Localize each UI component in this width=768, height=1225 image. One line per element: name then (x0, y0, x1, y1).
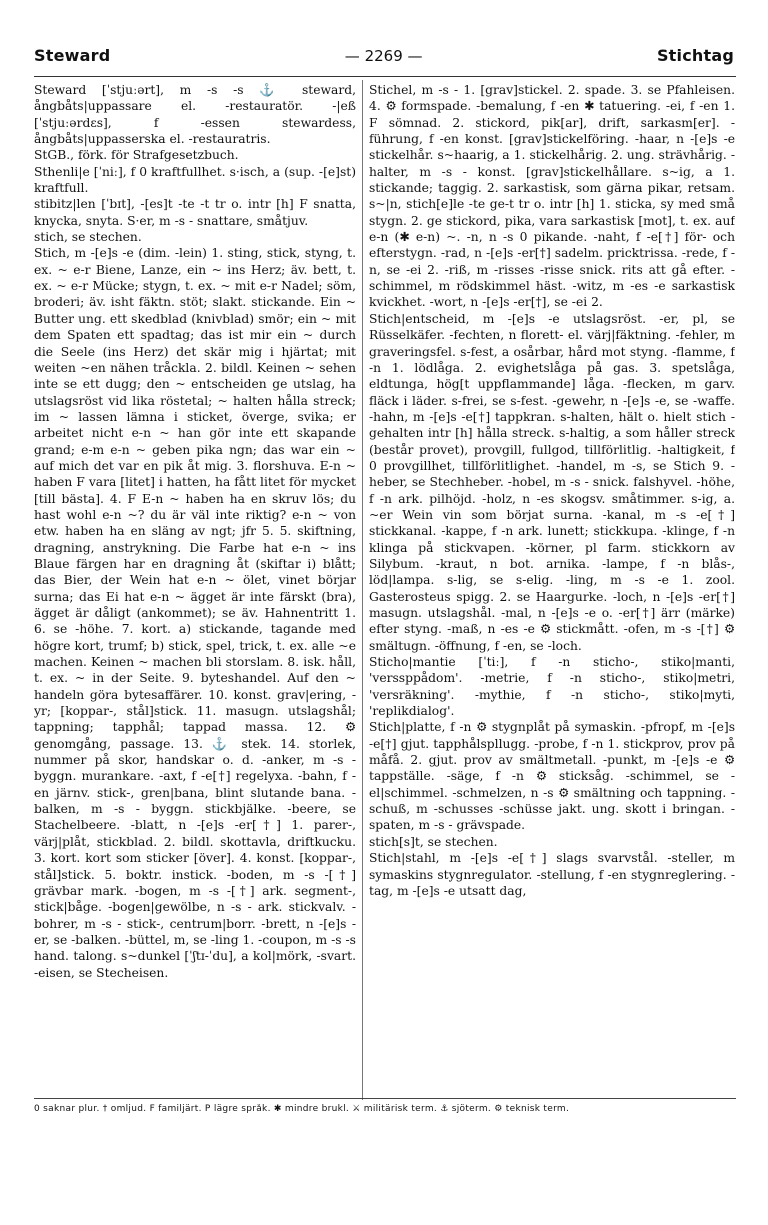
entry-stibitzen: stibitz|len [ˈbɪt], -[es]t -te -t tr o. intr [h] F snatta, knycka, snyta. S·er, m -s - snattare, småtjuv. (34, 197, 356, 228)
entry-stichst: stich[s]t, se stechen. (369, 834, 498, 849)
entry-stichplatte: Stich|platte, f -n ⚙ stygnplåt på symaskin. -pfropf, m -[e]s -e[†] gjut. tapphålspllugg. -probe, f -n 1. stickprov, prov på måfå. 2. gjut. prov av smältmetall. -punkt, m -[e]s -e ⚙ tappställe. -säge, f -n ⚙ sticksåg. -schimmel, se -el|schimmel. -schmelzen, n -s ⚙ smältning och tappning. -schuß, m -schusses -schüsse jakt. ung. skott i bringan. -spaten, m -s - grävspade. (369, 720, 735, 833)
footer-rule (34, 1098, 736, 1099)
entry-stich: Stich, m -[e]s -e (dim. -lein) 1. sting, stick, styng, t. ex. ~ e-r Biene, Lanze, ein ~ ins Herz; äv. bett, t. ex. ~ e-r Mücke; stygn, t. ex. ~ mit e-r Nadel; söm, broderi; äv. isht fäktn. stöt; slakt. stickande. Ein ~ Butter ung. ett skedblad (knivblad) smör; ein ~ mit dem Spaten ett spadtag; das ist mir ein ~ durch die Seele (ins Herz) det skär mig i hjärtat; mit weiten ~en nähen tråckla. 2. bildl. Keinen ~ sehen inte se ett dugg; den ~ entscheiden ge utslag, ha utslagsröst vid lika röstetal; ~ halten hålla streck; im ~ lassen lämna i sticket, överge, svika; er arbeitet nicht e-n ~ han gör inte ett skapande grand; e-m e-n ~ geben pika ngn; das war ein ~ auf mich det var en pik åt mig. 3. florshuva. E-n ~ haben F vara [litet] i hatten, ha fått litet för mycket [till bästa]. 4. F E-n ~ haben ha en skruv lös; du hast wohl e-n ~? du är väl inte riktig? e-n ~ von etw. haben ha en släng av ngt; jfr 5. 5. skiftning, dragning, anstrykning. Die Farbe hat e-n ~ ins Blaue färgen har en dragning åt (skiftar i) blått; das Bier, der Wein hat e-n ~ ölet, vinet börjar surna; das Ei hat e-n ~ ägget är inte färskt (bra), ägget är dåligt (ankommet); se äv. Hahnentritt 1. 6. se -höhe. 7. kort. a) stickande, tagande med högre kort, trumf; b) stick, spel, trick, t. ex. alle ~e machen. Keinen ~ machen bli storslam. 8. isk. håll, t. ex. ~ in der Seite. 9. byteshandel. Auf den ~ handeln göra bytesaffärer. 10. konst. grav|ering, -yr; [koppar-, stål]stick. 11. masugn. utslagshål; tappning; tapphål; tappad massa. 12. ⚙ genomgång, passage. 13. ⚓ stek. 14. storlek, nummer på skor, handskar o. d. -anker, m -s - byggn. murankare. -axt, f -e[†] regelyxa. -bahn, f -en järnv. stick-, gren|bana, blint slutande bana. -balken, m -s - byggn. stickbjälke. -beere, se Stachelbeere. -blatt, n -[e]s -er[†] 1. parer-, värj|plåt, stickblad. 2. bildl. skottavla, driftkucku. 3. kort. kort som sticker [över]. 4. konst. [koppar-, stål]stick. 5. boktr. instick. -boden, m -s -[†] grävbar mark. -bogen, m -s -[†] ark. segment-, stick|båge. -bogen|gewölbe, n -s - ark. stickvalv. -bohrer, m -s - stick-, centrum|borr. -brett, n -[e]s -er, se -balken. -büttel, m, se -ling 1. -coupon, m -s -s hand. talong. s~dunkel [ˈʃtɪ-ˈdu], a kol|mörk, -svart. -eisen, se Stecheisen. (34, 246, 356, 980)
entry-sthenie: Sthenli|e [ˈniː], f 0 kraftfullhet. s·isch, a (sup. -[e]st) kraftfull. (34, 164, 356, 196)
entry-steward: Steward [ˈstjuːərt], m -s -s ⚓ steward, ångbåts|uppassare el. -restauratör. -|eß [ˈstjuːərdɛs], f -essen stewardess, ångbåts|uppasserska el. -restauratris. (34, 83, 356, 147)
entry-stichentscheid: Stich|entscheid, m -[e]s -e utslagsröst. -er, pl, se Rüsselkäfer. -fechten, n florett- el. värj|fäktning. -fehler, m graveringsfel. s-fest, a osårbar, hård mot styng. -flamme, f -n 1. lödlåga. 2. evighetslåga på gas. 3. spetslåga, eldtunga, hög[t uppflammande] låga. -flecken, m garv. fläck i läder. s-frei, se s-fest. -gewehr, n -[e]s -e, se -waffe. -hahn, m -[e]s -e[†] tappkran. s-halten, hält o. hielt stich -gehalten intr [h] hålla streck. s-haltig, a som håller streck (består provet), provgill, fullgod, tillförlitlig. -haltigkeit, f 0 provgillhet, tillförlitlighet. -handel, m -s, se Stich 9. -heber, se Stechheber. -hobel, m -s - snick. falshyvel. -höhe, f -n ark. pilhöjd. -holz, n -es skogsv. småtimmer. s-ig, a. ~er Wein vin som börjat surna. -kanal, m -s -e[†] stickkanal. -kappe, f -n ark. lunett; stickkupa. -klinge, f -n klinga på stickvapen. -körner, pl farm. stickkorn av Silybum. -kraut, n bot. arnika. -lampe, f -n blås-, löd|lampa. s-lig, se s-elig. -ling, m -s -e 1. zool. Gasterosteus spigg. 2. se Haargurke. -loch, n -[e]s -er[†] masugn. utslagshål. -mal, n -[e]s -e o. -er[†] ärr (märke) efter styng. -maß, n -es -e ⚙ stickmått. -ofen, m -s -[†] ⚙ smältugn. -öffnung, f -en, se -loch. (369, 311, 735, 653)
right-running-headword: Stichtag (656, 46, 734, 65)
column-divider (362, 80, 363, 1100)
entry-stgb: StGB., förk. för Strafgesetzbuch. (34, 148, 239, 163)
entry-stich-ref: stich, se stechen. (34, 230, 142, 245)
entry-stichomantie: Sticho|mantie [ˈtiː], f -n sticho-, stiko|manti, 'verssppådom'. -metrie, f -n sticho-, stiko|metri, 'versräkning'. -mythie, f -n sticho-, stiko|myti, 'replikdialog'. (369, 655, 735, 719)
abbreviation-legend: 0 saknar plur. † omljud. F familjärt. P lägre språk. ✱ mindre brukl. ⚔ militärisk term. ⚓ sjöterm. ⚙ teknisk term. (34, 1104, 570, 1114)
page-header (34, 46, 734, 72)
header-rule (34, 76, 736, 77)
left-column (34, 82, 356, 1092)
left-running-headword: Steward (34, 46, 111, 65)
page-number: — 2269 — (344, 47, 423, 65)
right-column (369, 82, 735, 1092)
entry-stichstahl: Stich|stahl, m -[e]s -e[†] slags svarvstål. -steller, m symaskins stygnregulator. -stellung, f -en stygnreglering. -tag, m -[e]s -e utsatt dag, (369, 851, 735, 898)
entry-stichel: Stichel, m -s - 1. [grav]stickel. 2. spade. 3. se Pfahleisen. 4. ⚙ formspade. -bemalung, f -en ✱ tatuering. -ei, f -en 1. F sömnad. 2. stickord, pik[ar], drift, sarkasm[er]. -führung, f -en konst. [grav]stickelföring. -haar, n -[e]s -e stickelhår. s~haarig, a 1. stickelhårig. 2. ung. strävhårig. -halter, m -s - konst. [grav]stickelhållare. s~ig, a 1. stickande; taggig. 2. sarkastisk, som gärna pikar, retsam. s~|n, stich[e]le -te ge-t tr o. intr [h] 1. sticka, sy med små stygn. 2. ge stickord, pika, vara sarkastisk [mot], t. ex. auf e-n (✱ e-n) ~. -n, n -s 0 pikande. -naht, f -e[†] för- och efterstygn. -rad, n -[e]s -er[†] sadelm. pricktrissa. -rede, f -n, se -ei 2. -riß, m -risses -risse snick. rits att gå efter. -schimmel, m rödskimmel häst. -witz, m -es -e sarkastisk kvickhet. -wort, n -[e]s -er[†], se -ei 2. (369, 83, 735, 310)
